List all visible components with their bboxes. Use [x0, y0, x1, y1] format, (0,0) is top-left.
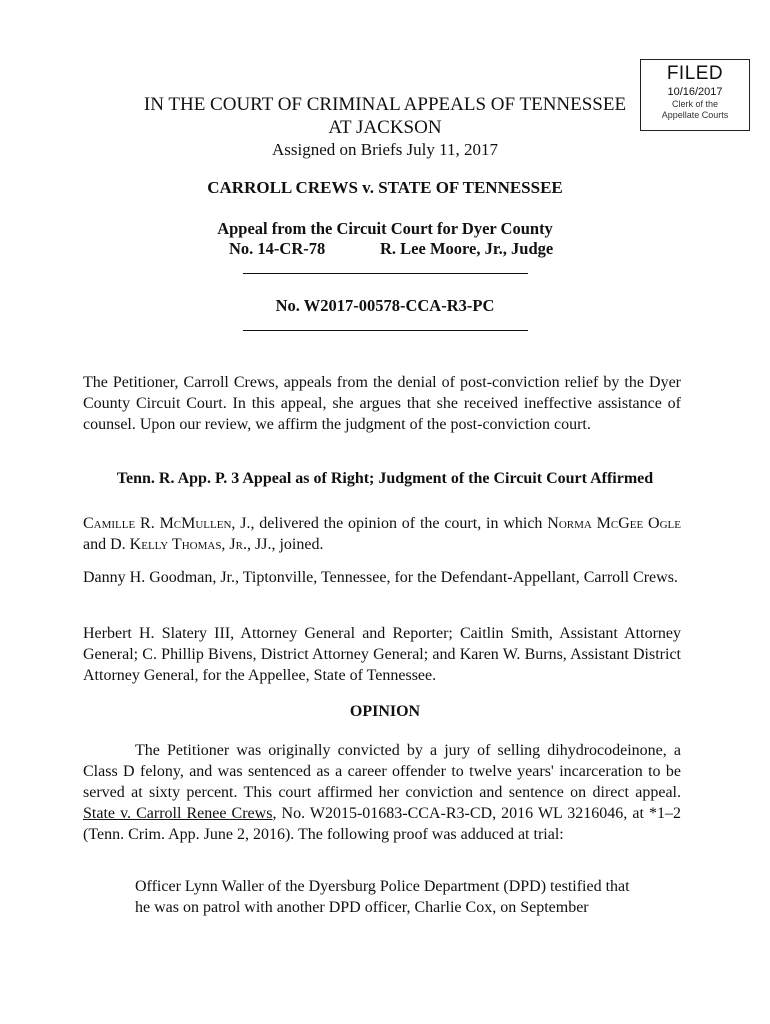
author-name: Camille R. McMullen	[83, 515, 232, 532]
stamp-date: 10/16/2017	[667, 86, 723, 98]
summary-paragraph: The Petitioner, Carroll Crews, appeals from the denial of post-conviction relief by the Dyer County Circuit Court. In this appeal, she argues that she received ineffective assistance of counsel. Upon our review, we affirm the judgment of the post-conviction court.	[83, 374, 681, 433]
court-name: IN THE COURT OF CRIMINAL APPEALS OF TENNESSEE	[143, 94, 627, 115]
docket-number: No. W2017-00578-CCA-R3-PC	[275, 296, 495, 315]
block-quote: Officer Lynn Waller of the Dyersburg Police Department (DPD) testified that he was on patrol with another DPD officer, Charlie Cox, on September	[135, 878, 630, 916]
divider-top	[243, 273, 528, 274]
authorship-paragraph	[83, 513, 681, 555]
stamp-clerk-line2: Appellate Courts	[661, 110, 729, 120]
stamp-clerk-line1: Clerk of the	[671, 99, 719, 109]
opinion-heading: OPINION	[349, 703, 421, 720]
counsel-state: Herbert H. Slatery III, Attorney General and Reporter; Caitlin Smith, Assistant Attorney General; C. Phillip Bivens, District Attorney General; and Karen W. Burns, Assistant District Attorney General, for the Appellee, State of Tennessee.	[83, 625, 681, 684]
opinion-text-1: The Petitioner was originally convicted by a jury of selling dihydrocodeinone, a Class D felony, and was sentenced as a career offender to twelve years' incarceration to be served at sixty percent. This court affirmed her conviction and sentence on direct appeal.	[83, 742, 681, 801]
authorship-end: , JJ., joined.	[247, 536, 324, 553]
authorship-and: and	[83, 536, 111, 553]
assigned-date: Assigned on Briefs July 11, 2017	[271, 140, 499, 159]
divider-bottom	[243, 330, 528, 331]
opinion-text-2: , No. W2015-01683-CCA-R3-CD, 2016 WL 3216046, at *1–2 (Tenn. Crim. App. June 2, 2016). The following proof was adduced at trial:	[83, 805, 682, 843]
appeal-from: Appeal from the Circuit Court for Dyer County	[217, 219, 553, 238]
disposition: Tenn. R. App. P. 3 Appeal as of Right; Judgment of the Circuit Court Affirmed	[116, 470, 654, 487]
case-citation: State v. Carroll Renee Crews	[83, 805, 273, 822]
judge-name-3: D. Kelly Thomas, Jr.	[110, 536, 247, 553]
opinion-paragraph	[83, 740, 681, 845]
author-text: , J., delivered the opinion of the court, in which	[231, 515, 548, 532]
stamp-filed: FILED	[666, 63, 724, 84]
court-location: AT JACKSON	[328, 117, 442, 138]
judge-name-2: Norma McGee Ogle	[547, 515, 681, 532]
counsel-defendant: Danny H. Goodman, Jr., Tiptonville, Tennessee, for the Defendant-Appellant, Carroll Crews.	[83, 569, 678, 586]
trial-case-number: No. 14-CR-78	[229, 239, 326, 258]
trial-judge: R. Lee Moore, Jr., Judge	[380, 239, 554, 258]
case-title: CARROLL CREWS v. STATE OF TENNESSEE	[207, 178, 563, 197]
